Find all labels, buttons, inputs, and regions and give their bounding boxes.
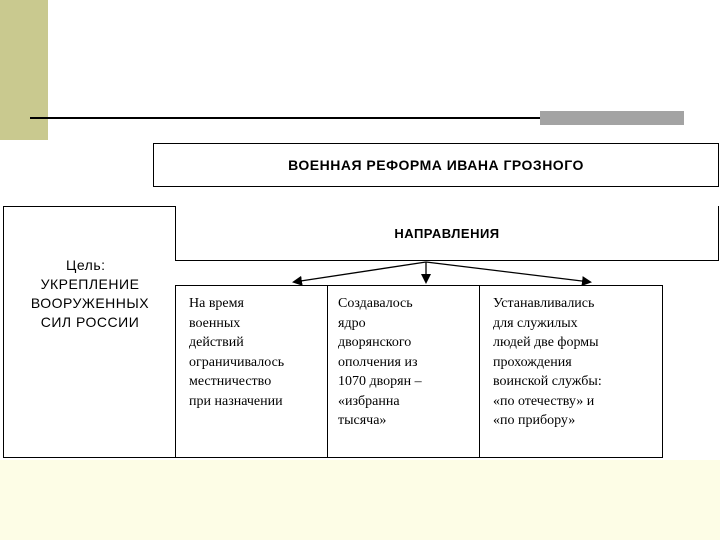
- direction-line: Создавалось: [338, 296, 413, 311]
- direction-line: «по прибору»: [493, 413, 576, 428]
- direction-line: 1070 дворян –: [338, 374, 422, 389]
- direction-line: воинской службы:: [493, 374, 602, 389]
- direction-line: действий: [189, 335, 244, 350]
- title-box: [153, 143, 719, 187]
- direction-line: Устанавливались: [493, 296, 595, 311]
- direction-text-2: [328, 294, 479, 431]
- direction-line: ограничивалось: [189, 354, 285, 370]
- direction-text-1: [176, 294, 327, 411]
- directions-header: НАПРАВЛЕНИЯ: [394, 225, 500, 241]
- direction-line: дворянского: [338, 335, 412, 350]
- direction-line: местничество: [189, 374, 272, 389]
- direction-line: «по отечеству» и: [493, 393, 595, 409]
- direction-text-3: [480, 294, 662, 431]
- directions-header-box: [175, 206, 719, 261]
- direction-line: ополчения из: [338, 354, 418, 370]
- direction-line: при назначении: [189, 393, 283, 409]
- goal-line: СИЛ РОССИИ: [40, 314, 140, 330]
- outer-frame-left: [3, 206, 4, 458]
- direction-line: людей две формы: [493, 335, 599, 350]
- direction-line: ядро: [338, 315, 366, 331]
- direction-line: для служилых: [493, 315, 578, 331]
- accent-bar-left: [0, 0, 48, 140]
- direction-line: прохождения: [493, 354, 572, 370]
- direction-box-1: [175, 285, 328, 458]
- direction-box-2: [327, 285, 480, 458]
- goal-line: УКРЕПЛЕНИЕ: [40, 276, 140, 292]
- goal-line: ВООРУЖЕННЫХ: [30, 295, 150, 311]
- goal-block: [8, 256, 172, 332]
- slide-footer-band: [0, 460, 720, 540]
- accent-block-right: [540, 111, 684, 125]
- direction-line: военных: [189, 315, 241, 331]
- direction-line: тысяча»: [338, 413, 387, 428]
- direction-line: На время: [189, 296, 244, 311]
- direction-line: «избранна: [338, 393, 400, 409]
- diagram-title: ВОЕННАЯ РЕФОРМА ИВАНА ГРОЗНОГО: [288, 157, 584, 173]
- goal-label: Цель:: [66, 257, 106, 273]
- direction-box-3: [479, 285, 663, 458]
